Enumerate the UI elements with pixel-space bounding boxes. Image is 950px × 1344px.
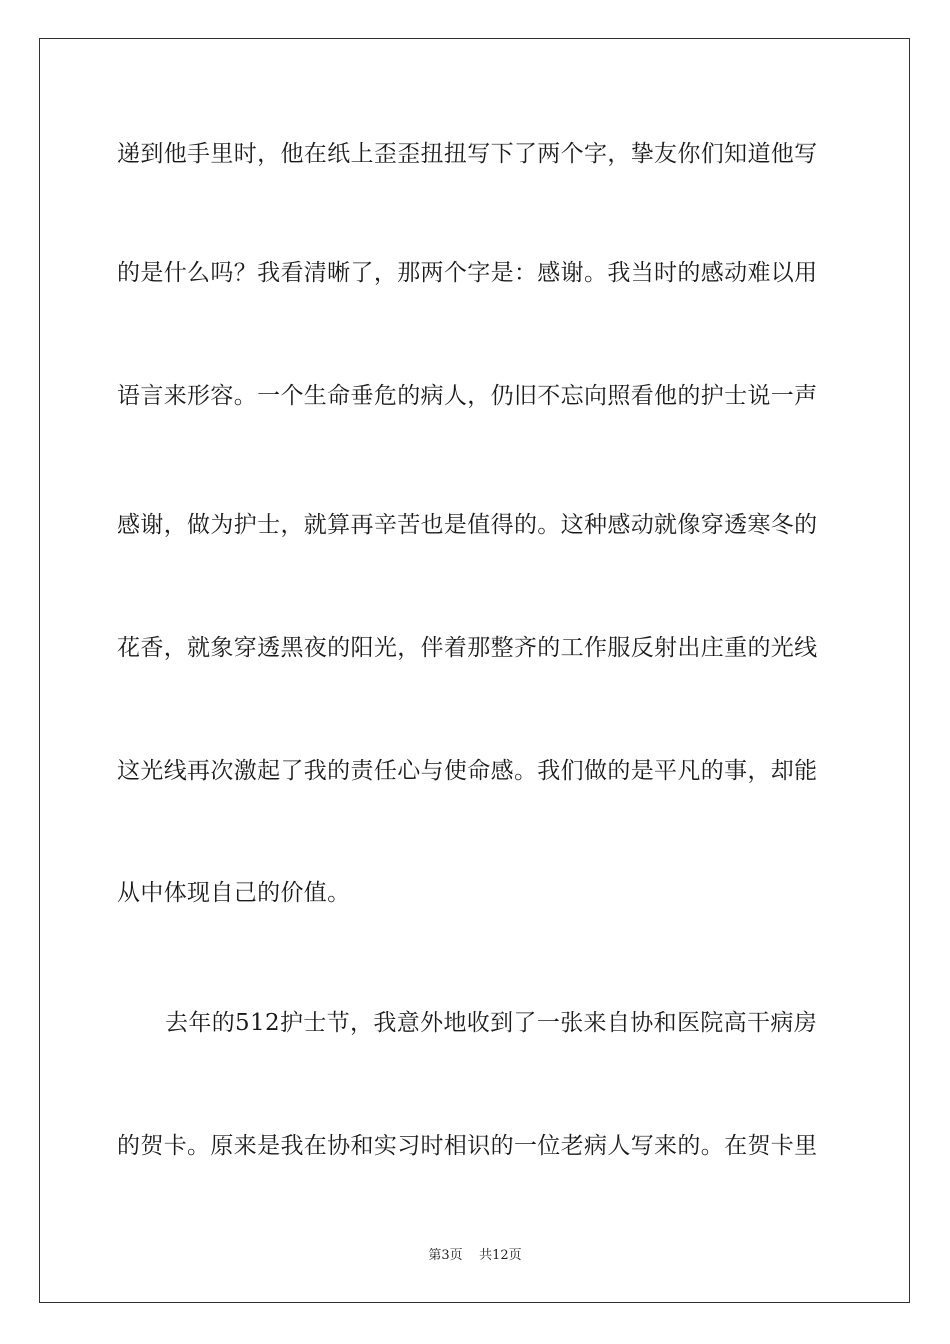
page-border (39, 38, 910, 1303)
text-line: 这光线再次激起了我的责任心与使命感。我们做的是平凡的事，却能 (117, 758, 818, 784)
paragraph-first-line: 去年的512护士节，我意外地收到了一张来自协和医院高干病房 (165, 1010, 818, 1036)
text-line: 语言来形容。一个生命垂危的病人，仍旧不忘向照看他的护士说一声 (117, 383, 818, 409)
text-line: 花香，就象穿透黑夜的阳光，伴着那整齐的工作服反射出庄重的光线 (117, 635, 818, 661)
text-line: 的是什么吗？我看清晰了，那两个字是：感谢。我当时的感动难以用 (117, 260, 818, 286)
text-line: 感谢，做为护士，就算再辛苦也是值得的。这种感动就像穿透寒冬的 (117, 512, 818, 538)
text-line: 的贺卡。原来是我在协和实习时相识的一位老病人写来的。在贺卡里 (117, 1133, 818, 1159)
text-line: 从中体现自己的价值。 (117, 880, 351, 906)
text-line: 递到他手里时，他在纸上歪歪扭扭写下了两个字，挚友你们知道他写 (117, 141, 818, 167)
page-number: 第3页 共12页 (428, 1248, 522, 1263)
